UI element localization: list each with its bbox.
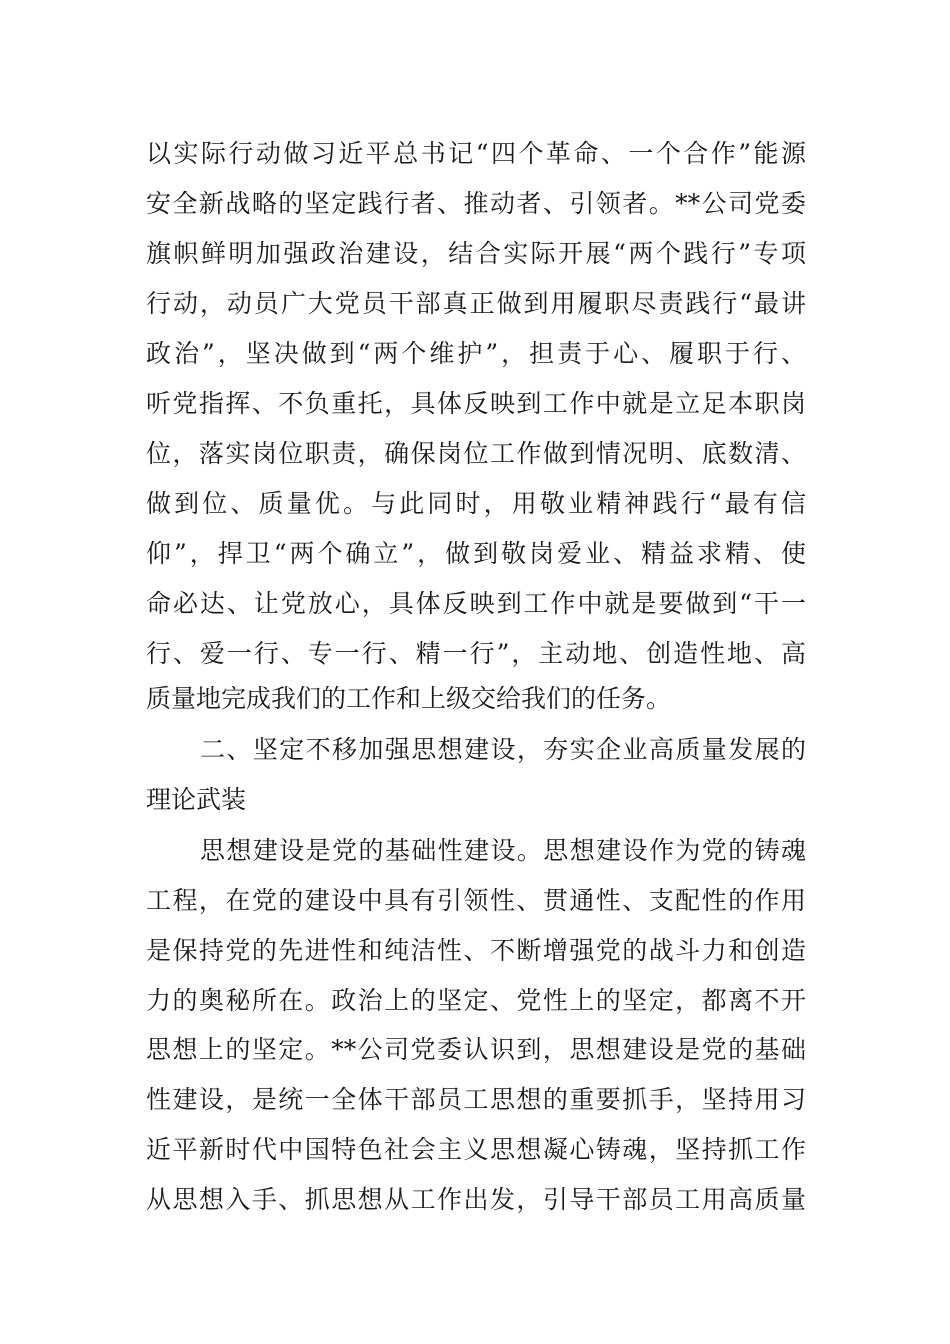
paragraph-line: 思想建设是党的基础性建设。思想建设作为党的铸魂 bbox=[200, 836, 806, 865]
paragraph-line: 以实际行动做习近平总书记“四个革命、一个合作”能源 bbox=[146, 139, 806, 168]
paragraph-line: 行、爱一行、专一行、精一行”，主动地、创造性地、高 bbox=[146, 639, 806, 668]
paragraph-line: 质量地完成我们的工作和上级交给我们的任务。 bbox=[146, 684, 672, 713]
paragraph-line: 旗帜鲜明加强政治建设，结合实际开展“两个践行”专项 bbox=[146, 239, 806, 268]
paragraph-line: 命必达、让党放心，具体反映到工作中就是要做到“干一 bbox=[146, 589, 806, 618]
paragraph-line: 行动，动员广大党员干部真正做到用履职尽责践行“最讲 bbox=[146, 289, 806, 318]
paragraph-line: 思想上的坚定。**公司党委认识到，思想建设是党的基础 bbox=[146, 1035, 806, 1064]
paragraph-line: 力的奥秘所在。政治上的坚定、党性上的坚定，都离不开 bbox=[146, 986, 806, 1015]
paragraph-line: 位，落实岗位职责，确保岗位工作做到情况明、底数清、 bbox=[146, 439, 806, 468]
paragraph-line: 近平新时代中国特色社会主义思想凝心铸魂，坚持抓工作 bbox=[146, 1135, 806, 1164]
paragraph-line: 工程，在党的建设中具有引领性、贯通性、支配性的作用 bbox=[146, 886, 806, 915]
paragraph-line: 是保持党的先进性和纯洁性、不断增强党的战斗力和创造 bbox=[146, 936, 806, 965]
paragraph-line: 政治”，坚决做到“两个维护”，担责于心、履职于行、 bbox=[146, 339, 806, 368]
section-heading-line: 理论武装 bbox=[146, 785, 247, 814]
paragraph-line: 做到位、质量优。与此同时，用敬业精神践行“最有信 bbox=[146, 489, 806, 518]
paragraph-line: 从思想入手、抓思想从工作出发，引导干部员工用高质量 bbox=[146, 1185, 806, 1214]
paragraph-line: 性建设，是统一全体干部员工思想的重要抓手，坚持用习 bbox=[146, 1085, 806, 1114]
section-heading-line: 二、坚定不移加强思想建设，夯实企业高质量发展的 bbox=[200, 735, 806, 764]
paragraph-line: 听党指挥、不负重托，具体反映到工作中就是立足本职岗 bbox=[146, 389, 806, 418]
paragraph-line: 安全新战略的坚定践行者、推动者、引领者。**公司党委 bbox=[146, 189, 806, 218]
paragraph-line: 仰”，捍卫“两个确立”，做到敬岗爱业、精益求精、使 bbox=[146, 539, 806, 568]
